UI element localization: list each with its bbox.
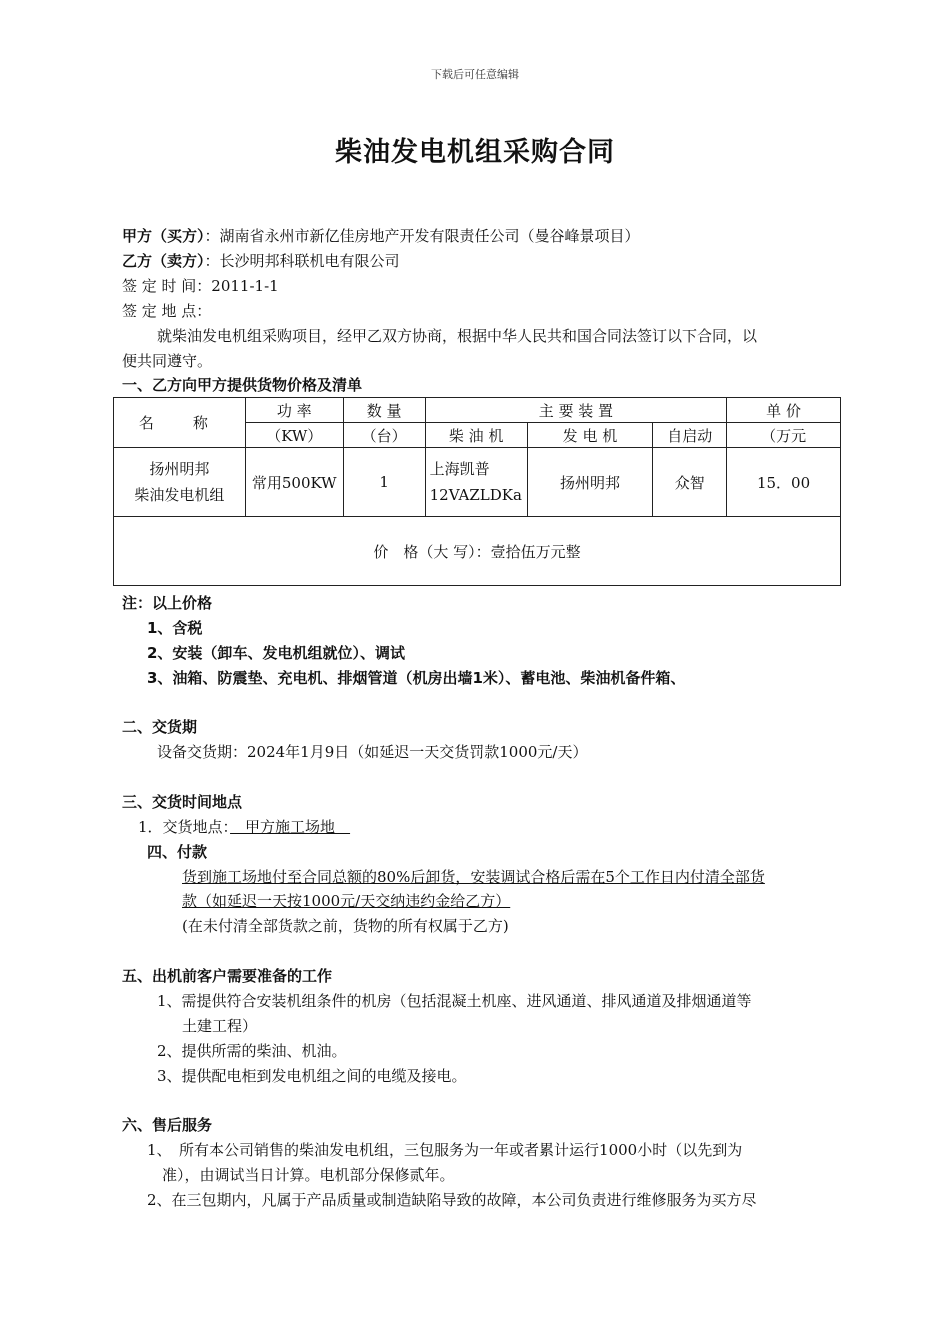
party-b-line [122, 249, 400, 273]
sign-time: 签 定 时 间：2011-1-1 [122, 277, 279, 295]
intro-line-2: 便共同遵守。 [122, 352, 213, 370]
header-diesel: 柴 油 机 [425, 423, 527, 448]
service-item-2: 2、在三包期内，凡属于产品质量或制造缺陷导致的故障，本公司负责进行维修服务为买方尽 [147, 1191, 757, 1209]
notes-item-3: 3、油箱、防震垫、充电机、排烟管道（机房出墙1米）、蓄电池、柴油机备件箱、 [147, 669, 686, 687]
payment-line-3: (在未付清全部货款之前，货物的所有权属于乙方) [182, 917, 509, 935]
cell-diesel-line-1: 上海凯普 [429, 460, 490, 478]
header-autostart: 自启动 [653, 423, 727, 448]
header-qty: 数 量 [343, 398, 425, 423]
party-b-value: ：长沙明邦科联机电有限公司 [204, 252, 400, 270]
header-main-devices: 主 要 装 置 [425, 398, 727, 423]
section-6-heading: 六、售后服务 [122, 1116, 213, 1134]
payment-line-1: 货到施工场地付至合同总额的80%后卸货，安装调试合格后需在5个工作日内付清全部货 [182, 868, 765, 886]
party-a-line [122, 224, 640, 248]
header-price-unit: （万元 [727, 423, 841, 448]
table-header-row-1 [114, 398, 841, 423]
notes-heading: 注：以上价格 [122, 594, 213, 612]
cell-price: 15．00 [727, 448, 841, 517]
delivery-place-label: 1．交货地点： [138, 818, 231, 836]
header-qty-unit: （台） [343, 423, 425, 448]
payment-line-2: 款（如延迟一天按1000元/天交纳违约金给乙方） [182, 892, 511, 910]
delivery-place-value: 甲方施工场地 [230, 818, 351, 836]
document-title: 柴油发电机组采购合同 [335, 137, 615, 168]
intro-line-1: 就柴油发电机组采购项目，经甲乙双方协商，根据中华人民共和国合同法签订以下合同，以 [157, 327, 758, 345]
cell-name-line-2: 柴油发电机组 [134, 486, 225, 504]
party-b-label: 乙方（卖方） [122, 252, 205, 270]
header-generator: 发 电 机 [527, 423, 653, 448]
section-5-heading: 五、出机前客户需要准备的工作 [122, 967, 333, 985]
cell-total-price: 价 格（大 写）：壹拾伍万元整 [114, 517, 841, 586]
notes-item-1: 1、含税 [147, 619, 203, 637]
party-a-label: 甲方（买方） [122, 227, 205, 245]
notes-item-2: 2、安装（卸车、发电机组就位）、调试 [147, 644, 405, 662]
goods-table [113, 397, 841, 586]
delivery-place-line [138, 815, 350, 839]
section-2-heading: 二、交货期 [122, 718, 198, 736]
party-a-value: ：湖南省永州市新亿佳房地产开发有限责任公司（曼谷峰景项目） [204, 227, 640, 245]
cell-name [114, 448, 246, 517]
service-item-1-line-2: 准），由调试当日计算。电机部分保修贰年。 [162, 1166, 455, 1184]
cell-diesel [425, 448, 527, 517]
cell-autostart: 众智 [653, 448, 727, 517]
header-price: 单 价 [727, 398, 841, 423]
prep-item-1-line-2: 土建工程） [182, 1017, 258, 1035]
cell-name-line-1: 扬州明邦 [149, 460, 210, 478]
prep-item-2: 2、提供所需的柴油、机油。 [157, 1042, 347, 1060]
section-4-heading: 四、付款 [147, 843, 208, 861]
cell-power: 常用500KW [245, 448, 343, 517]
prep-item-3: 3、提供配电柜到发电机组之间的电缆及接电。 [157, 1067, 467, 1085]
cell-generator: 扬州明邦 [527, 448, 653, 517]
header-power-unit: （KW） [245, 423, 343, 448]
sign-place: 签 定 地 点： [122, 302, 212, 320]
prep-item-1-line-1: 1、需提供符合安装机组条件的机房（包括混凝土机座、进风通道、排风通道及排烟通道等 [157, 992, 752, 1010]
service-item-1-line-1: 1、 所有本公司销售的柴油发电机组，三包服务为一年或者累计运行1000小时（以先到为 [147, 1141, 743, 1159]
section-1-heading: 一、乙方向甲方提供货物价格及清单 [122, 376, 363, 394]
section-2-text: 设备交货期：2024年1月9日（如延迟一天交货罚款1000元/天） [157, 743, 588, 761]
header-note: 下载后可任意编辑 [431, 68, 519, 81]
cell-qty: 1 [343, 448, 425, 517]
cell-diesel-line-2: 12VAZLDKa [429, 486, 522, 504]
header-power: 功 率 [245, 398, 343, 423]
section-3-heading: 三、交货时间地点 [122, 793, 243, 811]
table-row [114, 448, 841, 517]
table-total-row [114, 517, 841, 586]
header-name: 名 称 [114, 398, 246, 448]
